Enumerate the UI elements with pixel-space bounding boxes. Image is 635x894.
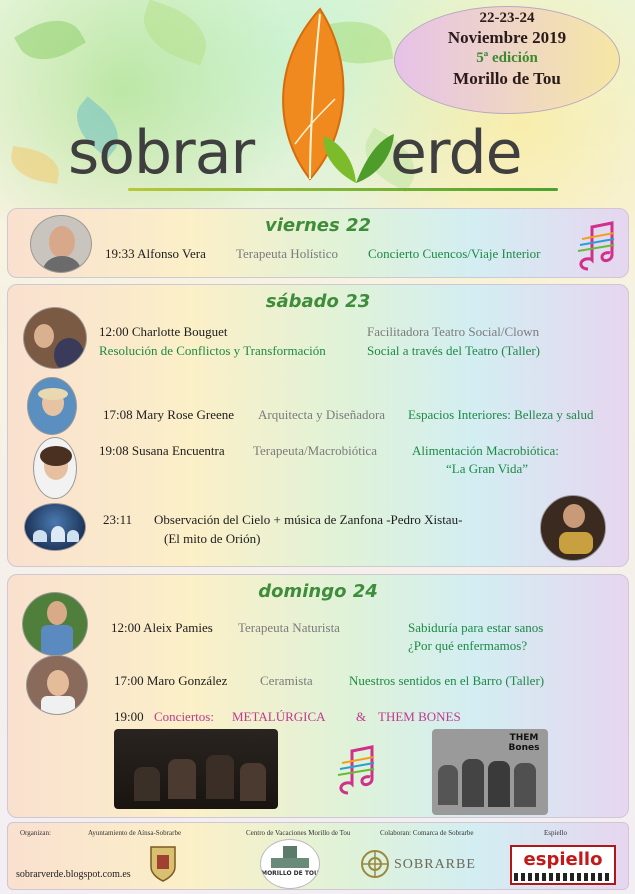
- festival-month: Noviembre 2019: [447, 28, 567, 47]
- decorative-leaf: [134, 0, 215, 66]
- event-activity: Social a través del Teatro (Taller): [367, 343, 540, 358]
- morillo-logo-text: MORILLO DE TOU: [261, 870, 319, 877]
- event-time: 23:11: [103, 512, 133, 527]
- event-activity: Alimentación Macrobiótica:: [412, 443, 559, 458]
- espiello-logo: [510, 845, 616, 885]
- avatar: [540, 495, 606, 561]
- morillo-logo: [260, 839, 320, 889]
- sobrarbe-emblem-icon: [360, 849, 390, 879]
- sky-photo: [24, 503, 86, 551]
- festival-edition: 5ª edición: [476, 50, 538, 66]
- avatar: [27, 377, 77, 435]
- event-activity: ¿Por qué enfermamos?: [408, 638, 528, 653]
- event-activity: Resolución de Conflictos y Transformación: [99, 343, 326, 358]
- event-activity: Nuestros sentidos en el Barro (Taller): [349, 673, 545, 688]
- sobrarverde-logo: [68, 118, 568, 198]
- sunday-panel: [7, 574, 629, 818]
- event-subtitle: (El mito de Orión): [164, 531, 261, 546]
- music-note-icon: [334, 743, 380, 799]
- event-activity: “La Gran Vida”: [446, 461, 528, 476]
- event-time-name: 12:00 Charlotte Bouguet: [99, 324, 228, 339]
- them-bones-logo: THEM Bones: [508, 733, 540, 753]
- event-time-name: 19:33 Alfonso Vera: [105, 246, 206, 261]
- band-photo-metalurgica: [114, 729, 278, 809]
- date-badge: [394, 6, 620, 114]
- event-time: 19:00: [114, 709, 144, 724]
- footer-sponsors: [7, 822, 629, 890]
- event-role: Facilitadora Teatro Social/Clown: [367, 324, 540, 339]
- sponsor-name: Centro de Vacaciones Morillo de Tou: [246, 829, 351, 837]
- day-title-friday: viernes 22: [264, 215, 372, 236]
- logo-text-part2: erde: [390, 118, 522, 188]
- sobrarbe-logo-text: SOBRARBE: [394, 857, 476, 872]
- day-title-saturday: sábado 23: [265, 291, 371, 312]
- logo-text-part1: sobrar: [68, 118, 255, 188]
- event-role: Arquitecta y Diseñadora: [258, 407, 386, 422]
- band-name: THEM BONES: [378, 709, 461, 724]
- event-role: Terapeuta Naturista: [238, 620, 340, 635]
- event-role: Terapeuta Holístico: [236, 246, 338, 261]
- logo-underline: [128, 188, 558, 191]
- avatar: [33, 437, 77, 499]
- band-photo-them-bones: [432, 729, 548, 815]
- ampersand: &: [356, 709, 367, 724]
- event-role: Terapeuta/Macrobiótica: [253, 443, 377, 458]
- collaborators-label: Colaboran: Comarca de Sobrarbe: [380, 829, 474, 837]
- festival-dates: 22-23-24: [479, 10, 535, 26]
- event-time-name: 19:08 Susana Encuentra: [99, 443, 225, 458]
- friday-panel: [7, 208, 629, 278]
- event-time-name: 12:00 Aleix Pamies: [111, 620, 213, 635]
- blog-link[interactable]: sobrarverde.blogspot.com.es: [16, 869, 131, 880]
- espiello-logo-text: espiello: [523, 849, 603, 870]
- decorative-leaf: [8, 146, 62, 184]
- event-title: Observación del Cielo + música de Zanfona -Pedro Xistau-: [154, 512, 463, 527]
- event-time-name: 17:08 Mary Rose Greene: [103, 407, 235, 422]
- sponsor-name: Espiello: [544, 829, 567, 837]
- logo-v-leaf-icon: [316, 128, 396, 188]
- music-note-icon: [574, 219, 620, 275]
- concerts-label: Conciertos:: [154, 709, 214, 724]
- decorative-leaf: [14, 8, 86, 73]
- event-time-name: 17:00 Maro González: [114, 673, 228, 688]
- event-activity: Sabiduría para estar sanos: [408, 620, 544, 635]
- event-role: Ceramista: [260, 673, 313, 688]
- event-activity: Concierto Cuencos/Viaje Interior: [368, 246, 541, 261]
- avatar: [26, 655, 88, 715]
- sponsor-name: Ayuntamiento de Aínsa-Sobrarbe: [88, 829, 182, 837]
- avatar: [23, 307, 87, 369]
- day-title-sunday: domingo 24: [258, 581, 378, 602]
- avatar: [30, 215, 92, 273]
- organizers-label: Organizan:: [20, 829, 51, 837]
- band-name: METALÚRGICA: [232, 709, 326, 724]
- festival-place: Morillo de Tou: [453, 69, 561, 88]
- event-activity: Espacios Interiores: Belleza y salud: [408, 407, 594, 422]
- coat-of-arms-icon: [148, 843, 178, 883]
- saturday-panel: [7, 284, 629, 567]
- avatar: [22, 592, 88, 656]
